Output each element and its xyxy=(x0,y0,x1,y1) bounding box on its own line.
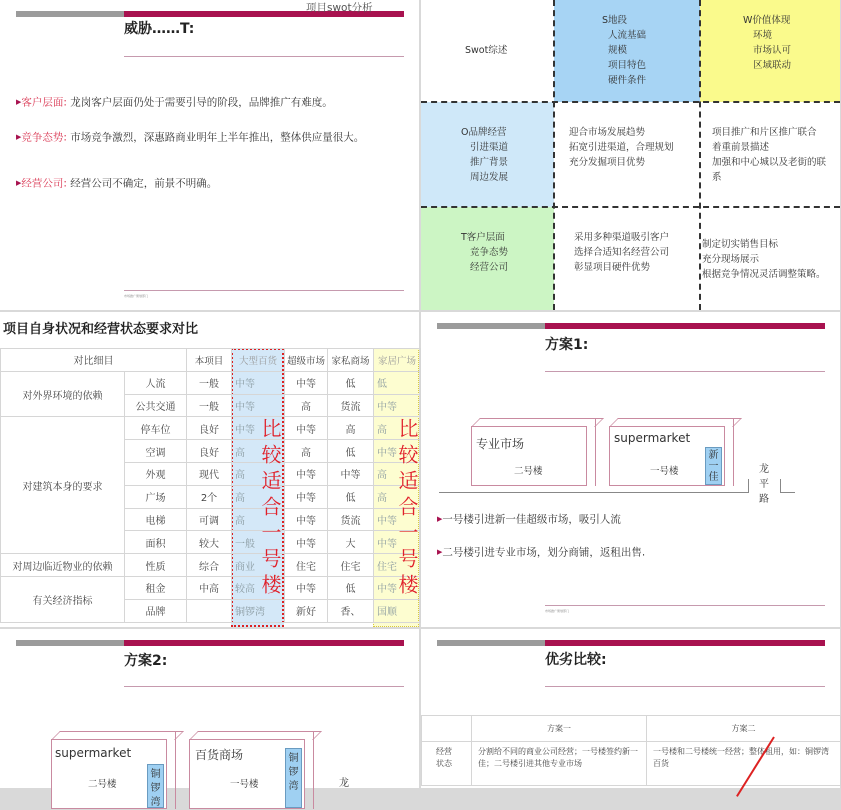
empty-cell xyxy=(422,716,472,742)
header-cell: 对比细目 xyxy=(1,349,187,372)
bullet-icon: ▶ xyxy=(16,179,22,187)
data-cell: 一般 xyxy=(187,371,232,394)
slide-swot-grid xyxy=(421,0,840,310)
title-divider xyxy=(124,686,404,687)
slide-plan-2 xyxy=(0,629,419,808)
data-cell: 低 xyxy=(328,485,374,508)
data-cell: 大 xyxy=(328,531,374,554)
swot-st-list: 采用多种渠道吸引客户 选择合适知名经营公司 彰显项目硬件优势 xyxy=(574,232,670,273)
title-divider xyxy=(545,371,825,372)
building-2-box: supermarket 二号楼 铜锣湾 xyxy=(51,739,167,809)
swot-wt-list: 制定切实销售目标 充分现场展示 根据竞争情况灵活调整策略。 xyxy=(702,239,826,280)
swot-summary-label: Swot综述 xyxy=(465,45,508,56)
data-cell: 广场 xyxy=(125,485,187,508)
data-cell: 中等 xyxy=(374,531,421,554)
data-cell: 一般 xyxy=(232,531,285,554)
threat-item: ▶经营公司: 经营公司不确定，前景不明确。 xyxy=(16,177,218,190)
data-cell: 高 xyxy=(232,485,285,508)
data-cell: 高 xyxy=(232,440,285,463)
data-cell: 低 xyxy=(328,371,374,394)
bullet-icon: ▶ xyxy=(437,515,443,523)
slide-title: 方案1: xyxy=(545,337,589,353)
grid-line xyxy=(421,101,840,103)
header-bar-gray xyxy=(16,640,124,646)
slide-header: 项目swot分析 xyxy=(306,2,373,14)
data-cell: 良好 xyxy=(187,440,232,463)
data-cell: 一般 xyxy=(187,394,232,417)
data-cell: 人流 xyxy=(125,371,187,394)
data-cell: 空调 xyxy=(125,440,187,463)
data-cell: 租金 xyxy=(125,576,187,599)
data-cell: 住宅 xyxy=(374,554,421,577)
group-cell: 对周边临近物业的依赖 xyxy=(1,554,125,577)
slide-title: 威胁……T: xyxy=(124,21,195,37)
road-line xyxy=(748,479,749,493)
footnote: 市场推广策划部门 xyxy=(545,609,570,613)
plan-bullet: ▶二号楼引进专业市场，划分商铺，返租出售. xyxy=(437,546,646,559)
comparison-table xyxy=(0,348,421,623)
col-header: 方案二 xyxy=(647,716,841,742)
tenant-tag: 铜锣湾 xyxy=(285,748,302,808)
data-cell: 高 xyxy=(285,394,328,417)
road-line xyxy=(439,492,749,493)
data-cell xyxy=(187,599,232,622)
slide-title: 方案2: xyxy=(124,653,168,669)
data-cell: 电梯 xyxy=(125,508,187,531)
table-row xyxy=(422,742,841,786)
bullet-icon: ▶ xyxy=(16,98,22,106)
slide-pros-cons xyxy=(421,629,840,788)
data-cell: 中等 xyxy=(285,508,328,531)
data-cell: 高 xyxy=(285,440,328,463)
data-cell: 公共交通 xyxy=(125,394,187,417)
slide-title: 优劣比较: xyxy=(545,652,607,668)
swot-o-list: O品牌经营 引进渠道 推广背景 周边发展 xyxy=(461,127,509,183)
footer-divider xyxy=(124,290,404,291)
data-cell: 高 xyxy=(374,417,421,440)
road-line xyxy=(780,479,795,493)
road-label: 龙平路 xyxy=(759,464,769,505)
data-cell: 中等 xyxy=(328,462,374,485)
group-cell: 对建筑本身的要求 xyxy=(1,417,125,554)
road-label: 龙 xyxy=(339,778,349,789)
data-cell: 较大 xyxy=(187,531,232,554)
data-cell: 高 xyxy=(232,462,285,485)
title-divider xyxy=(124,56,404,57)
plan-bullet: ▶一号楼引进新一佳超级市场，吸引人流 xyxy=(437,513,621,526)
bullet-icon: ▶ xyxy=(437,548,443,556)
data-cell: 可调 xyxy=(187,508,232,531)
table-row xyxy=(1,417,421,440)
data-cell: 香、 xyxy=(328,599,374,622)
data-cell: 住宅 xyxy=(285,554,328,577)
table-header-row xyxy=(1,349,421,372)
data-cell: 货流 xyxy=(328,508,374,531)
table-row xyxy=(1,576,421,599)
threat-item: ▶竞争态势: 市场竞争激烈，深惠路商业明年上半年推出，整体供应量很大。 xyxy=(16,131,365,144)
swot-so-list: 迎合市场发展趋势 拓宽引进渠道，合理规划 充分发掘项目优势 xyxy=(569,127,674,168)
data-cell: 商业 xyxy=(232,554,285,577)
bullet-icon: ▶ xyxy=(16,133,22,141)
grid-line xyxy=(421,206,840,208)
threat-item: ▶客户层面: 龙岗客户层面仍处于需要引导的阶段，品牌推广有难度。 xyxy=(16,96,333,109)
data-cell: 中等 xyxy=(285,462,328,485)
table-header-row xyxy=(422,716,841,742)
swot-w-list: W价值体现 环境 市场认可 区域联动 xyxy=(743,15,792,71)
data-cell: 中等 xyxy=(285,576,328,599)
header-bar-gray xyxy=(16,11,124,17)
data-cell: 货流 xyxy=(328,394,374,417)
data-cell: 品牌 xyxy=(125,599,187,622)
building-1-box: supermarket 一号楼 新一佳 xyxy=(609,426,725,486)
header-cell: 家居广场 xyxy=(374,349,421,372)
group-cell: 有关经济指标 xyxy=(1,576,125,622)
col-header: 方案一 xyxy=(472,716,647,742)
data-cell: 低 xyxy=(328,440,374,463)
recommendation-overlay: 比较适合一号楼 xyxy=(258,418,282,600)
header-bar-crimson xyxy=(124,640,404,646)
data-cell: 停车位 xyxy=(125,417,187,440)
data-cell: 较高 xyxy=(232,576,285,599)
grid-line xyxy=(553,0,555,310)
row-label: 经营状态 xyxy=(422,742,472,786)
header-cell: 超级市场 xyxy=(285,349,328,372)
data-cell: 中高 xyxy=(187,576,232,599)
plan2-cell: 一号楼和二号楼统一经营；整体租用，如：铜锣湾百货 xyxy=(647,742,841,786)
table-row xyxy=(1,371,421,394)
tenant-tag: 铜锣湾 xyxy=(147,764,164,808)
title-divider xyxy=(545,686,825,687)
data-cell: 中等 xyxy=(374,508,421,531)
data-cell: 中等 xyxy=(232,417,285,440)
data-cell: 2个 xyxy=(187,485,232,508)
group-cell: 对外界环境的依赖 xyxy=(1,371,125,417)
data-cell: 铜锣湾 xyxy=(232,599,285,622)
data-cell: 中等 xyxy=(232,394,285,417)
swot-s-list: S地段 人流基础 规模 项目特色 硬件条件 xyxy=(602,15,647,86)
slide-title: 项目自身状况和经营状态要求对比 xyxy=(3,322,199,337)
header-cell: 大型百货 xyxy=(232,349,285,372)
footnote: 市场推广策划部门 xyxy=(124,294,149,298)
building-1-box: 百货商场 一号楼 铜锣湾 xyxy=(189,739,305,809)
header-bar-crimson xyxy=(545,640,825,646)
data-cell: 高 xyxy=(374,485,421,508)
data-cell: 面积 xyxy=(125,531,187,554)
data-cell: 高 xyxy=(232,508,285,531)
grid-line xyxy=(699,0,701,310)
data-cell: 国顺 xyxy=(374,599,421,622)
data-cell: 住宅 xyxy=(328,554,374,577)
data-cell: 高 xyxy=(374,462,421,485)
tenant-tag: 新一佳 xyxy=(705,447,722,485)
data-cell: 中等 xyxy=(285,371,328,394)
swot-wo-list: 项目推广和片区推广联合 着重前景描述 加强和中心城以及老街的联系 xyxy=(712,127,827,183)
header-cell: 本项目 xyxy=(187,349,232,372)
slide-threats xyxy=(0,0,419,310)
data-cell: 中等 xyxy=(285,531,328,554)
data-cell: 中等 xyxy=(232,371,285,394)
data-cell: 中等 xyxy=(285,485,328,508)
slide-comparison-table xyxy=(0,312,419,627)
data-cell: 现代 xyxy=(187,462,232,485)
data-cell: 中等 xyxy=(374,394,421,417)
recommendation-overlay: 比较适合一号楼 xyxy=(395,418,419,600)
slide-plan-1 xyxy=(421,312,840,627)
data-cell: 新好 xyxy=(285,599,328,622)
data-cell: 高 xyxy=(328,417,374,440)
header-bar-crimson xyxy=(545,323,825,329)
pros-cons-table xyxy=(421,715,841,786)
header-bar-gray xyxy=(437,323,545,329)
data-cell: 中等 xyxy=(374,440,421,463)
data-cell: 综合 xyxy=(187,554,232,577)
data-cell: 性质 xyxy=(125,554,187,577)
building-2-box: 专业市场 二号楼 xyxy=(471,426,587,486)
swot-t-list: T客户层面 竞争态势 经营公司 xyxy=(461,232,509,273)
header-bar-gray xyxy=(437,640,545,646)
table-row xyxy=(1,554,421,577)
header-cell: 家私商场 xyxy=(328,349,374,372)
data-cell: 低 xyxy=(328,576,374,599)
data-cell: 中等 xyxy=(285,417,328,440)
footer-divider xyxy=(545,605,825,606)
data-cell: 良好 xyxy=(187,417,232,440)
data-cell: 低 xyxy=(374,371,421,394)
data-cell: 外观 xyxy=(125,462,187,485)
data-cell: 中等 xyxy=(374,576,421,599)
plan1-cell: 分割给不同的商业公司经营；一号楼签约新一佳；二号楼引进其他专业市场 xyxy=(472,742,647,786)
